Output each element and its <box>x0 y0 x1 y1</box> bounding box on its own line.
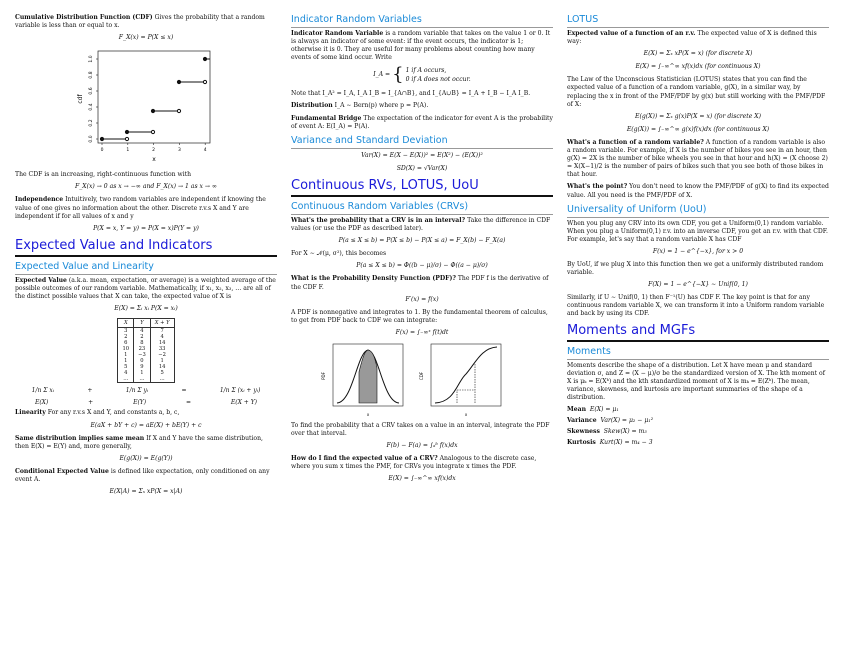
table-cell: 4 <box>150 334 174 340</box>
kurtosis-equation: Kurt(X) = m₄ − 3 <box>599 439 653 447</box>
linearity-text: For any r.v.s X and Y, and constants a, b, c, <box>47 409 180 417</box>
table-cell: 2 <box>118 334 134 340</box>
indicator-paragraph <box>291 30 553 62</box>
crv-interval-question: What's the probability that a CRV is in an interval? <box>291 216 466 224</box>
interval-equation: F(b) − F(a) = ∫ₐᵇ f(x)dx <box>386 442 458 450</box>
expected-value-equation: E(X) = Σᵢ xᵢ P(X = xᵢ) <box>114 305 178 313</box>
function-ev-paragraph <box>567 30 829 46</box>
uou-text: When you plug any CRV into its own CDF, you get a Uniform(0,1) random variable. When you plug a Uniform(0,1) r.v. into an inverse CDF, you get an r.v. with that CDF. For example, let's say that a random variable X has CDF <box>567 219 828 243</box>
cdf-xlabel: x <box>152 156 156 164</box>
table-cell: 6 <box>118 340 134 346</box>
same-distribution-paragraph <box>15 435 277 451</box>
column-1 <box>15 14 277 501</box>
variance-equation: Var(X) = E(X − E(X))² = E(X²) − (E(X))² <box>361 151 483 159</box>
heading-rule <box>567 340 829 342</box>
x-ticks <box>101 143 207 153</box>
y-tick-label: 0.0 <box>89 135 94 143</box>
crv-interval-answer: Take the difference in CDF values (or use the PDF as described later). <box>291 216 551 233</box>
cdf-plot <box>419 344 501 417</box>
skewness-item <box>567 428 829 436</box>
function-rv-answer: A function of a random variable is also a random variable. For example, if X is the number of bikes you see in an hour, then g(X) = 2X is the number of bike wheels you see in that hour and h(X) = (X choose 2) = X(X−1)/2 is the number of pairs of bikes such that you see both of those bikes in that hour. <box>567 138 828 179</box>
variance-term: Variance <box>567 417 597 425</box>
cdf-xlabel: x <box>464 411 468 417</box>
pdf-paragraph <box>291 275 553 291</box>
expected-value-term: Expected Value <box>15 276 67 284</box>
lotus-continuous-equation: E(g(X)) = ∫₋∞^∞ g(x)f(x)dx (for continuous X) <box>626 125 770 133</box>
function-ev-text: The expected value of X is defined this way: <box>567 30 817 46</box>
conditional-ev-paragraph <box>15 468 277 484</box>
normal-equation: P(a ≤ X ≤ b) = Φ((b − μ)/σ) − Φ((a − μ)/σ) <box>356 262 488 270</box>
crv-interval-paragraph <box>291 217 553 233</box>
point-paragraph <box>567 183 829 199</box>
table-cell: 1 <box>118 352 134 358</box>
pdf-integral-equation: F(x) = ∫₋∞ˣ f(t)dt <box>395 328 449 336</box>
distribution-term: Distribution <box>291 102 333 110</box>
heading-variance-sd: Variance and Standard Deviation <box>291 135 553 149</box>
cdf-after-text: The CDF is an increasing, right-continuous function with <box>15 171 192 179</box>
linearity-row-term: = <box>181 387 187 395</box>
table-cell: 1 <box>150 358 174 364</box>
kurtosis-term: Kurtosis <box>567 439 596 447</box>
function-rv-question: What's a function of a random variable? <box>567 138 704 146</box>
table-cell: … <box>150 376 174 383</box>
cdf-text: Gives the probability that a random variable is less than or equal to x. <box>15 14 265 30</box>
variance-item <box>567 417 829 425</box>
brace-glyph: { <box>392 64 404 86</box>
table-cell: 4 <box>118 370 134 376</box>
table-cell: 14 <box>150 364 174 370</box>
mean-item <box>567 406 829 414</box>
lotus-text: The Law of the Unconscious Statistician (LOTUS) states that you can find the expected value of a function of a random variable, g(X), in a similar way, by replacing the x in front of the PMF/PDF by g(x) but still working with the PMF/PDF of X: <box>567 76 826 108</box>
mean-equation: E(X) = μ₁ <box>589 406 619 413</box>
indicator-text: is a random variable that takes on the value 1 or 0. It is always an indicator of some event: if the event occurs, the indicator is 1; otherwise it is 0. They are useful for many problems about counting how many events of some kind occur. Write <box>291 30 551 62</box>
cdf-equation: F_X(x) = P(X ≤ x) <box>118 34 174 42</box>
crv-ev-paragraph <box>291 455 553 471</box>
conditional-ev-text: is defined like expectation, only conditioned on any event A. <box>15 467 270 483</box>
table-cell: 9 <box>134 364 151 370</box>
heading-expected-value-linearity: Expected Value and Linearity <box>15 261 277 275</box>
linearity-row-term: 1/n Σ yᵢ <box>125 387 149 395</box>
table-cell: −2 <box>150 352 174 358</box>
sd-equation: SD(X) = √Var(X) <box>396 164 448 172</box>
normal-text: For X ∼ 𝒩(μ, σ²), this becomes <box>291 250 387 258</box>
conditional-ev-equation: E(X|A) = Σₓ xP(X = x|A) <box>109 488 183 496</box>
skewness-equation: Skew(X) = m₃ <box>603 428 647 436</box>
linearity-expectation-row <box>15 399 277 407</box>
skewness-term: Skewness <box>567 428 600 436</box>
mean-term: Mean <box>567 406 587 413</box>
pdf-answer: The PDF f is the derivative of the CDF F. <box>291 275 549 291</box>
point-answer: You don't need to know the PMF/PDF of g(X) to find its expected value. All you need is the PMF/PDF of X. <box>567 183 829 199</box>
linearity-row-term: E(X) <box>34 399 49 407</box>
uou-uniform-equation: F(X) = 1 − e^{−X} ∼ Unif(0, 1) <box>648 281 748 289</box>
ev-discrete-equation: E(X) = Σₓ xP(X = x) (for discrete X) <box>643 50 753 58</box>
y-tick-label: 0.4 <box>89 103 94 111</box>
variance-moment-equation: Var(X) = μ₂ − μ₁² <box>600 417 654 425</box>
table-cell: 5 <box>150 370 174 376</box>
table-cell: 1 <box>118 358 134 364</box>
cdf-ylabel: CDF <box>419 371 424 381</box>
table-cell: 23 <box>134 346 151 352</box>
pdf-cdf-plots <box>319 342 509 420</box>
table-header-cell: X <box>118 319 134 328</box>
pdf-question: What is the Probability Density Function (PDF)? <box>291 275 456 283</box>
linearity-row-term: 1/n Σ xᵢ <box>31 387 55 395</box>
uou-text-3: Similarly, if U ∼ Unif(0, 1) then F⁻¹(U) has CDF F. The key point is that for any continuous random variable X, we can transform it into a Uniform random variable and back by using its CDF. <box>567 294 825 318</box>
pdf-text: A PDF is nonnegative and integrates to 1. By the fundamental theorem of calculus, to get from PDF back to CDF we can integrate: <box>291 308 548 324</box>
table-cell: 14 <box>150 340 174 346</box>
y-tick-label: 0.6 <box>89 87 94 95</box>
cdf-curve <box>435 347 497 403</box>
cdf-paragraph <box>15 14 277 30</box>
x-tick-label: 3 <box>177 148 181 154</box>
linearity-row-term: + <box>88 399 94 407</box>
heading-uou: Universality of Uniform (UoU) <box>567 204 829 218</box>
heading-rule <box>291 195 553 197</box>
table-cell: 0 <box>134 358 151 364</box>
table-cell: 3 <box>118 328 134 335</box>
pdf-derivative-equation: F′(x) = f(x) <box>405 295 439 303</box>
heading-expected-value-indicators: Expected Value and Indicators <box>15 237 213 253</box>
table-cell: … <box>118 376 134 383</box>
column-2 <box>291 14 553 489</box>
table-cell: … <box>134 376 151 383</box>
bridge-term: Fundamental Bridge <box>291 114 362 122</box>
cdf-term: Cumulative Distribution Function (CDF) <box>15 14 153 21</box>
crv-interval-equation: P(a ≤ X ≤ b) = P(X ≤ b) − P(X ≤ a) = F_X(b) − F_X(a) <box>338 237 506 245</box>
same-distribution-text: If X and Y have the same distribution, then E(X) = E(Y) and, more generally, <box>15 434 263 450</box>
linearity-equation: E(aX + bY + c) = aE(X) + bE(Y) + c <box>90 421 202 429</box>
table-cell: 7 <box>150 328 174 335</box>
distribution-text: I_A ∼ Bern(p) where p = P(A). <box>334 102 429 110</box>
independence-paragraph <box>15 196 277 220</box>
crv-ev-equation: E(X) = ∫₋∞^∞ xf(x)dx <box>388 475 456 483</box>
interval-text: To find the probability that a CRV takes on a value in an interval, integrate the PDF over that interval. <box>291 421 550 438</box>
table-cell: 10 <box>118 346 134 352</box>
function-rv-paragraph <box>567 139 829 179</box>
table-cell: 8 <box>134 340 151 346</box>
y-tick-label: 1.0 <box>89 55 94 63</box>
point-question: What's the point? <box>567 183 628 191</box>
cdf-steps <box>100 58 210 141</box>
same-distribution-equation: E(g(X)) = E(g(Y)) <box>119 454 173 462</box>
indicator-note: Note that I_A² = I_A, I_A I_B = I_{A∩B}, and I_{A∪B} = I_A + I_B − I_A I_B. <box>291 90 531 98</box>
heading-lotus: LOTUS <box>567 14 829 28</box>
x-tick-label: 1 <box>126 148 130 154</box>
distribution-paragraph <box>291 102 553 110</box>
conditional-ev-term: Conditional Expected Value <box>15 467 109 475</box>
cdf-limits-equation: F_X(x) → 0 as x → −∞ and F_X(x) → 1 as x → ∞ <box>74 183 218 191</box>
y-tick-label: 0.2 <box>89 119 94 127</box>
crv-ev-answer: Analogous to the discrete case, where you sum x times the PMF, for CRVs you integrate x times the PDF. <box>291 455 537 471</box>
independence-text: Intuitively, two random variables are independent if knowing the value of one gives no information about the other. Discrete r.v.s X and Y are independent if for all values of x and y <box>15 196 266 220</box>
table-cell: 4 <box>134 328 151 335</box>
table-cell: 2 <box>134 334 151 340</box>
heading-moments: Moments <box>567 346 829 360</box>
indicator-case-1: 1 if A occurs, <box>405 67 447 75</box>
table-cell: 5 <box>118 364 134 370</box>
linearity-sum-row <box>15 387 277 395</box>
table-row <box>118 376 174 383</box>
cdf-ylabel: cdf <box>77 94 84 104</box>
bridge-paragraph <box>291 115 553 131</box>
plot-frame <box>98 51 210 143</box>
ev-continuous-equation: E(X) = ∫₋∞^∞ xf(x)dx (for continuous X) <box>635 63 761 71</box>
indicator-term: Indicator Random Variable <box>291 30 384 37</box>
uou-text-2: By UoU, if we plug X into this function then we get a uniformly distributed random variable. <box>567 260 824 277</box>
pdf-plot <box>321 344 403 417</box>
heading-continuous-lotus-uou: Continuous RVs, LOTUS, UoU <box>291 177 479 193</box>
linearity-row-term: = <box>185 399 191 407</box>
linearity-term: Linearity <box>15 409 46 417</box>
moments-text: Moments describe the shape of a distribution. Let X have mean μ and standard deviation σ, and Z = (X − μ)/σ be the standardized version of X. The kth moment of X is μₖ = E(Xᵏ) and the kth standardized moment of X is mₖ = E(Zᵏ). The mean, variance, skewness, and kurtosis are important summaries of the shape of a distribution. <box>567 361 825 401</box>
independence-term: Independence <box>15 196 64 204</box>
table-cell: 1 <box>134 370 151 376</box>
linearity-row-term: 1/n Σ (xᵢ + yᵢ) <box>219 387 261 395</box>
y-ticks <box>88 56 98 143</box>
linearity-row-term: + <box>87 387 93 395</box>
pdf-ylabel: PDF <box>321 372 326 380</box>
heading-indicator-rv: Indicator Random Variables <box>291 14 553 28</box>
column-3 <box>567 14 829 450</box>
x-tick-label: 0 <box>100 148 104 154</box>
function-ev-term: Expected value of a function of an r.v. <box>567 30 696 37</box>
indicator-eq-lhs: I_A = <box>373 71 391 79</box>
linearity-row-term: E(X + Y) <box>230 399 258 407</box>
table-header-cell: X + Y <box>150 319 174 328</box>
crv-ev-question: How do I find the expected value of a CRV? <box>291 455 438 463</box>
same-distribution-term: Same distribution implies same mean <box>15 434 145 442</box>
kurtosis-item <box>567 439 829 447</box>
x-tick-label: 2 <box>152 148 156 154</box>
expected-value-paragraph <box>15 277 277 301</box>
table-cell: −3 <box>134 352 151 358</box>
pdf-xlabel: x <box>366 411 370 417</box>
indicator-equation <box>291 66 553 84</box>
table-cell: 33 <box>150 346 174 352</box>
linearity-row-term: E(Y) <box>133 399 147 407</box>
uou-cdf-equation: F(x) = 1 − e^{−x}, for x > 0 <box>652 247 744 255</box>
linearity-paragraph <box>15 409 277 417</box>
x-tick-label: 4 <box>203 148 207 154</box>
indicator-case-2: 0 if A does not occur. <box>405 76 471 84</box>
heading-crv: Continuous Random Variables (CRVs) <box>291 201 553 215</box>
expected-value-text: (a.k.a. mean, expectation, or average) is a weighted average of the possible outcomes of our random variable. Mathematically, if x₁, x₂, x₃, … are all of the distinct possible values that X can take, the expected value of X is <box>15 276 276 301</box>
heading-rule <box>15 255 277 257</box>
heading-moments-mgfs: Moments and MGFs <box>567 322 696 338</box>
lotus-discrete-equation: E(g(X)) = Σₓ g(x)P(X = x) (for discrete X) <box>635 112 761 120</box>
bridge-text: The expectation of the indicator for event A is the probability of event A: E(I_A) = P(A). <box>291 114 553 130</box>
linearity-table <box>117 318 174 383</box>
independence-equation: P(X = x, Y = y) = P(X = x)P(Y = y) <box>93 224 199 232</box>
cdf-step-plot <box>70 47 270 167</box>
y-tick-label: 0.8 <box>89 71 94 79</box>
table-header-cell: Y <box>134 319 151 328</box>
